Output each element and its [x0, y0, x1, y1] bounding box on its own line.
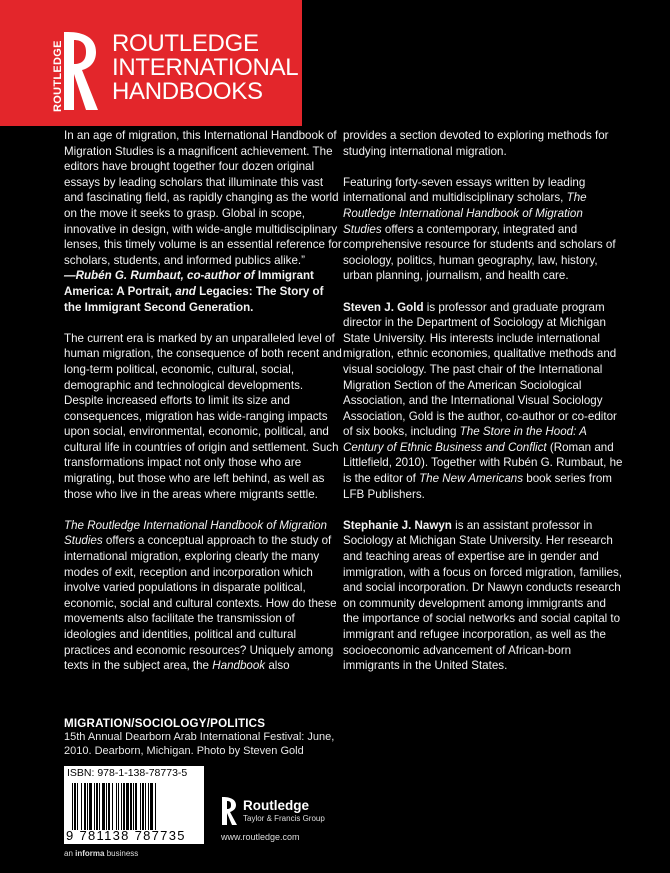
endorsement-attribution — [64, 269, 323, 313]
subject-category: MIGRATION/SOCIOLOGY/POLITICS — [64, 717, 266, 730]
book-title: The Routledge International Handbook of Migration Studies — [343, 191, 587, 236]
series-title — [112, 32, 298, 104]
bio-nawyn — [343, 518, 623, 674]
featuring-para — [343, 175, 623, 284]
logo-wordmark: ROUTLEDGE — [52, 40, 64, 112]
para-text: Featuring forty-seven essays written by leading international and multidisciplinary scholars, — [343, 175, 586, 205]
bio-text: (Roman and Littlefield, 2010). Together with Rubén G. Rumbaut, he is the editor of — [343, 440, 623, 486]
para-text: offers a contemporary, integrated and comprehensive resource for students and scholars of sociology, politics, human geography, law, history, urban planning, journalism, and health care. — [343, 222, 616, 283]
routledge-logo-icon — [221, 796, 239, 826]
bio-text: is an assistant professor in Sociology at Michigan State University. Her research and teaching areas of expertise are in gender and immigration, with a focus on forced migration, families, and social incorporation. Dr Nawyn conducts research on community development among immigrants and the importance of social networks and social capital to immigrant and refugee incorporation, as well as the socioeconomic advancement of African-born immigrants in the United States. — [343, 518, 623, 673]
isbn-label: ISBN: 978-1-138-78773-5 — [67, 767, 188, 779]
isbn-barcode — [64, 766, 204, 844]
description-para-1: The current era is marked by an unparalleled level of human migration, the consequence of both recent and long-term political, economic, cultural, social, demographic and technological developments. Despite increased efforts to limit its size and consequences, migration has wide-ranging impacts upon social, environmental, economic, political, and cultural life in countries of origin and settlement. Such transformations impact not only those who are migrating, but those who are left behind, as well as those who live in the areas where migrants settle. — [64, 331, 342, 501]
informa-post: business — [106, 849, 139, 858]
description-para-2 — [64, 518, 344, 674]
attrib-name: —Rubén G. Rumbaut, co-author of — [64, 269, 255, 283]
editor-name: Steven J. Gold — [343, 300, 424, 314]
bio-text: is professor and graduate program director in the Department of Sociology at Michigan State University. His interests include international migration, ethnic economies, qualitative methods and visual sociology. The past chair of the International Migration Section of the American Sociological Association, and the International Visual Sociology Association, Gold is the author, co-author or co-editor of six books, including — [343, 300, 617, 439]
bio-gold — [343, 300, 623, 503]
attrib-and: and — [175, 284, 196, 298]
handbook-word: Handbook — [212, 659, 266, 673]
series-title-line: INTERNATIONAL — [112, 54, 299, 81]
description-continued: provides a section devoted to exploring methods for studying international migration. — [343, 129, 609, 158]
endorsement-quote: In an age of migration, this International Handbook of Migration Studies is a magnificent achievement. The editors have brought together four dozen original essays by leading scholars that illuminate this vast and fascinating field, as rapidly changing as the world on the move it seeks to grasp. Global in scope, innovative in design, with wide-angle multidisciplinary lenses, this timely volume is an essential reference for scholars, students, and informed publics alike.” — [64, 129, 342, 267]
attrib-book-2: Legacies: The Story of the Immigrant Second Generation. — [64, 284, 324, 314]
attrib-book-1: Immigrant America: A Portrait, — [64, 269, 314, 298]
series-title-line: ROUTLEDGE — [112, 30, 259, 57]
para-text: also — [268, 659, 290, 673]
publisher-group: Taylor & Francis Group — [243, 814, 325, 823]
editor-name: Stephanie J. Nawyn — [343, 518, 452, 532]
bio-book-title: The New Americans — [419, 472, 524, 486]
barcode-bars — [72, 783, 196, 830]
informa-tagline — [64, 849, 138, 858]
barcode-number: 9 781138 787735 — [66, 828, 186, 843]
informa-pre: an — [64, 849, 73, 858]
routledge-r-icon — [62, 30, 104, 112]
series-banner — [0, 0, 302, 126]
endorsement — [64, 128, 344, 315]
series-title-line: HANDBOOKS — [112, 78, 263, 105]
right-column — [343, 128, 623, 689]
para-text: offers a conceptual approach to the study of international migration, exploring clearly the many modes of exit, reception and incorporation which involve varied populations in disparate political, economic, social and cultural contexts. How do these movements also facilitate the transmission of ideologies and identities, political and cultural practices and economic resources? Uniquely among texts in the subject area, the — [64, 534, 337, 673]
book-title: The Routledge International Handbook of Migration Studies — [64, 518, 327, 548]
left-column — [64, 128, 344, 689]
cover-photo-caption: 15th Annual Dearborn Arab International Festival: June, 2010. Dearborn, Michigan. Photo by Steven Gold — [64, 731, 335, 757]
publisher-url[interactable]: www.routledge.com — [221, 832, 300, 842]
informa-brand: informa — [75, 849, 105, 858]
publisher-name: Routledge — [243, 798, 309, 813]
bio-book-title: The Store in the Hood: A Century of Ethnic Business and Conflict — [343, 425, 587, 454]
bio-text: book series from LFB Publishers. — [343, 472, 612, 501]
